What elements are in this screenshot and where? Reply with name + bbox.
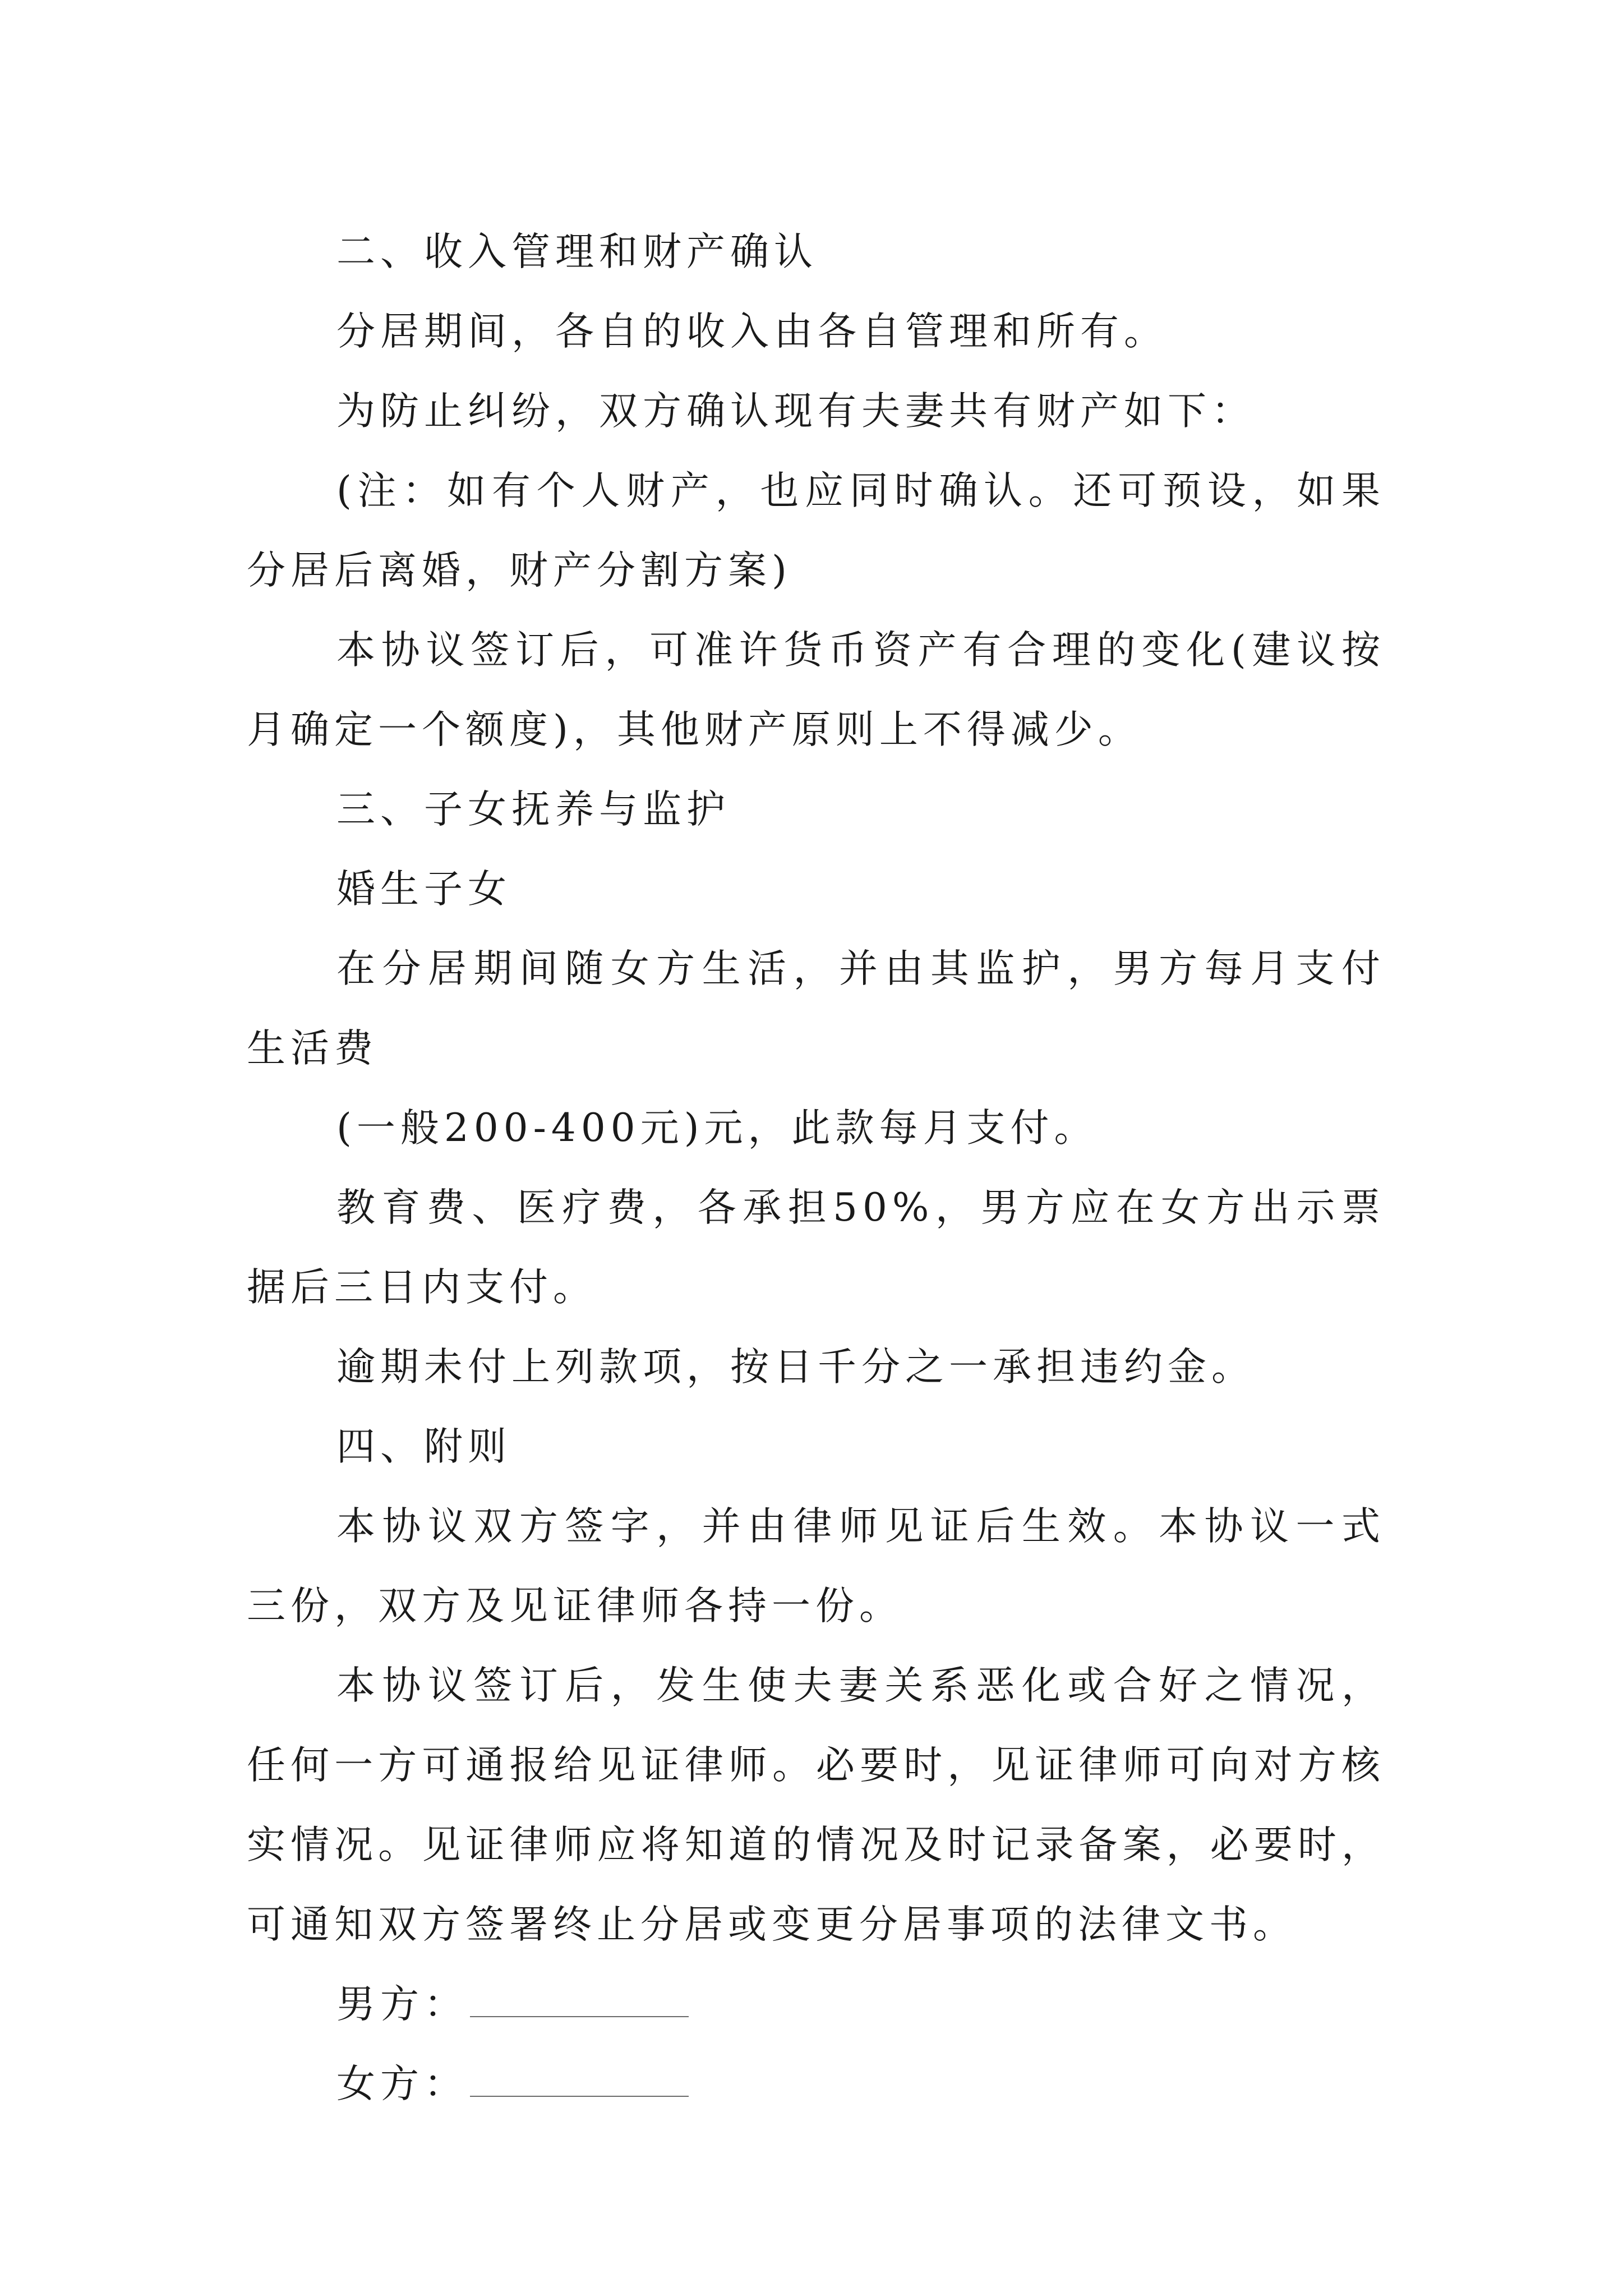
signature-row-male bbox=[247, 1964, 1385, 2044]
section-heading-income-property: 二、收入管理和财产确认 bbox=[336, 229, 818, 274]
paragraph-income-management: 分居期间，各自的收入由各自管理和所有。 bbox=[336, 309, 1168, 354]
signature-label-male: 男方： bbox=[336, 1982, 468, 2027]
signature-row-female bbox=[247, 2044, 1385, 2124]
section-heading-supplementary: 四、附则 bbox=[336, 1424, 511, 1469]
paragraph-lawyer-reporting: 本协议签订后，发生使夫妻关系恶化或合好之情况，任何一方可通报给见证律师。必要时，见证律师可向对方核实情况。见证律师应将知道的情况及时记录备案，必要时，可通知双方签署终止分居或变更分居事项的法律文书。 bbox=[247, 1663, 1385, 1947]
paragraph-joint-property: 为防止纠纷，双方确认现有夫妻共有财产如下： bbox=[336, 389, 1255, 434]
paragraph-note-personal-property: (注：如有个人财产，也应同时确认。还可预设，如果分居后离婚，财产分割方案) bbox=[247, 468, 1385, 593]
paragraph-education-medical: 教育费、医疗费，各承担50%，男方应在女方出示票据后三日内支付。 bbox=[247, 1185, 1385, 1310]
document-body bbox=[247, 212, 1385, 2124]
signature-label-female: 女方： bbox=[336, 2062, 468, 2106]
signature-line-male bbox=[470, 1986, 689, 2017]
paragraph-living-expenses: 在分居期间随女方生活，并由其监护，男方每月支付生活费 bbox=[247, 946, 1385, 1071]
paragraph-penalty: 逾期未付上列款项，按日千分之一承担违约金。 bbox=[336, 1345, 1255, 1389]
section-heading-child-custody: 三、子女抚养与监护 bbox=[336, 787, 730, 832]
paragraph-monthly-amount: (一般200-400元)元，此款每月支付。 bbox=[336, 1106, 1098, 1151]
paragraph-children: 婚生子女 bbox=[336, 867, 511, 912]
signature-line-female bbox=[470, 2065, 689, 2097]
paragraph-effectiveness: 本协议双方签字，并由律师见证后生效。本协议一式三份，双方及见证律师各持一份。 bbox=[247, 1504, 1385, 1628]
paragraph-monetary-assets: 本协议签订后，可准许货币资产有合理的变化(建议按月确定一个额度)，其他财产原则上不得减少。 bbox=[247, 628, 1385, 752]
